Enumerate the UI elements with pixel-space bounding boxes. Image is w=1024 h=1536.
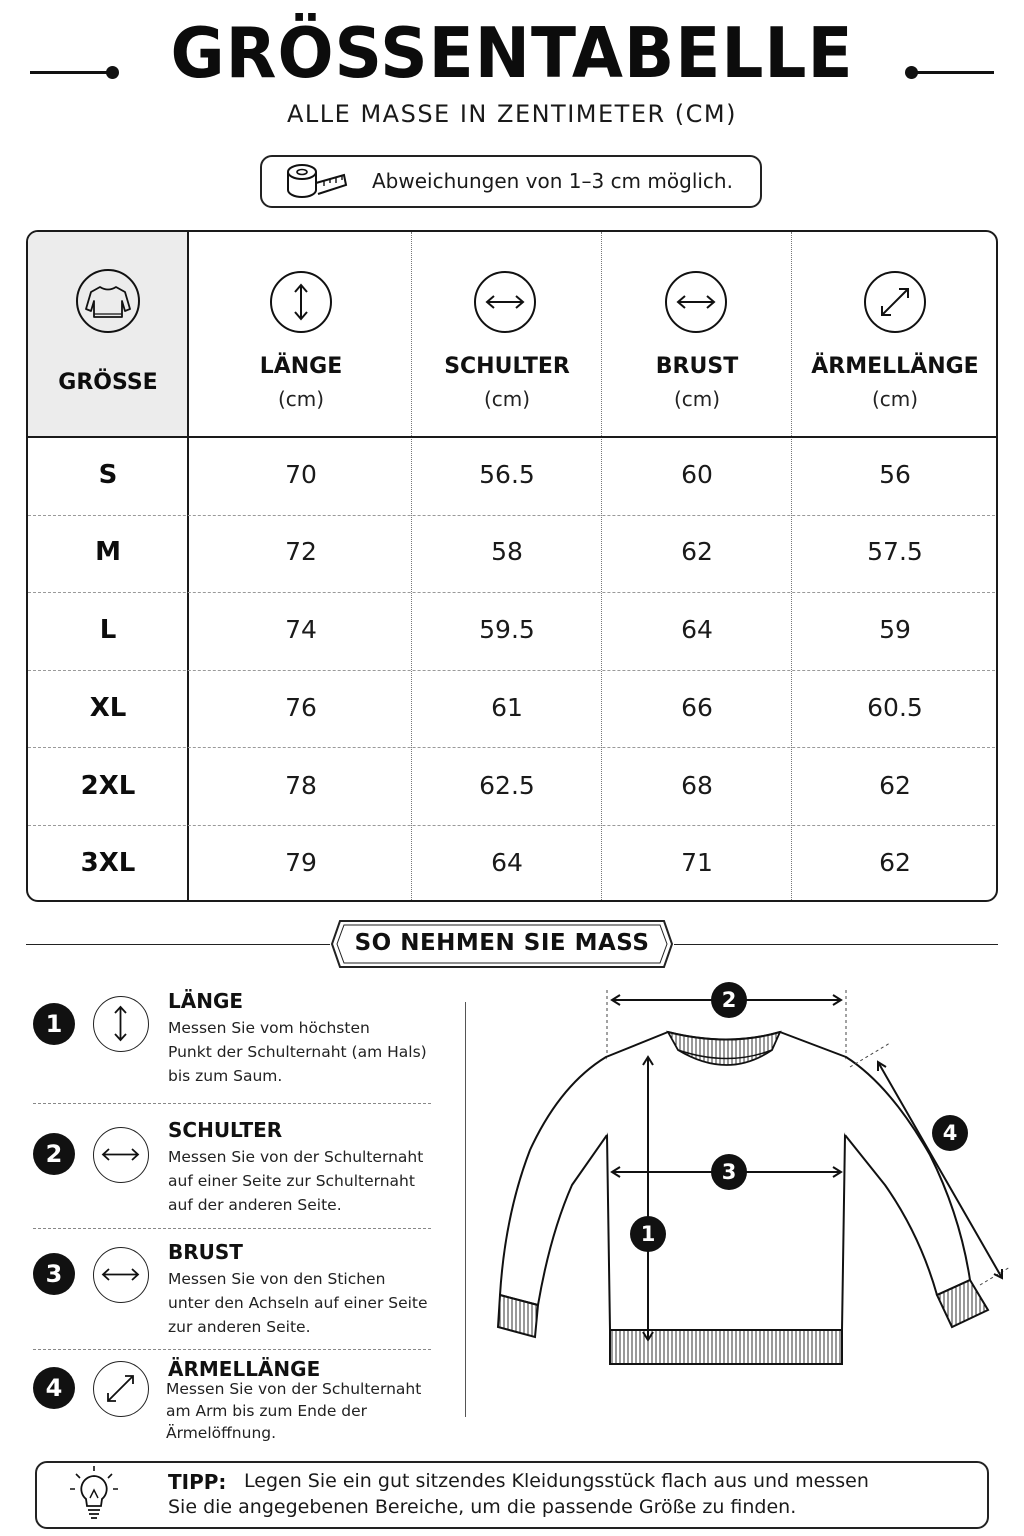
section-rule-right: [674, 944, 998, 945]
title-decoration-left: [30, 71, 110, 74]
column-divider: [411, 232, 412, 902]
column-unit-length: (cm): [277, 387, 325, 411]
table-cell: 62: [879, 848, 911, 877]
table-cell: 78: [285, 771, 317, 800]
table-cell: 59.5: [479, 615, 535, 644]
table-cell: 76: [285, 693, 317, 722]
row-divider: [28, 592, 998, 593]
diagram-label-sleeve: 4: [932, 1115, 968, 1151]
table-cell: 74: [285, 615, 317, 644]
column-unit-chest: (cm): [673, 387, 721, 411]
table-cell: 60: [681, 460, 713, 489]
size-l: L: [99, 615, 117, 645]
column-header-chest: BRUST: [655, 354, 739, 379]
size-s: S: [98, 460, 118, 490]
step-description: Messen Sie von der Schulternaht am Arm bis zum Ende der Ärmelöffnung.: [166, 1380, 422, 1442]
column-header-length: LÄNGE: [259, 354, 343, 379]
vertical-arrow-icon: [270, 271, 332, 333]
size-m: M: [95, 537, 121, 567]
diagonal-arrow-icon: [864, 271, 926, 333]
step-divider: [33, 1103, 431, 1104]
table-cell: 56: [879, 460, 911, 489]
tip-text: Sie die angegebenen Bereiche, um die passende Größe zu finden.: [168, 1496, 797, 1518]
diagram-label-chest: 3: [711, 1154, 747, 1190]
section-rule-left: [26, 944, 330, 945]
title-decoration-right: [914, 71, 994, 74]
diagram-label-shoulder: 2: [711, 982, 747, 1018]
step-title: LÄNGE: [168, 989, 244, 1013]
tip-text: Legen Sie ein gut sitzendes Kleidungsstück flach aus und messen: [244, 1470, 869, 1492]
horizontal-arrow-icon: [93, 1247, 149, 1303]
step-title: BRUST: [168, 1240, 243, 1264]
table-cell: 58: [491, 537, 523, 566]
table-cell: 64: [681, 615, 713, 644]
column-divider: [601, 232, 602, 902]
measuring-tape-icon: [284, 161, 350, 203]
table-cell: 60.5: [867, 693, 923, 722]
table-cell: 61: [491, 693, 523, 722]
table-cell: 79: [285, 848, 317, 877]
table-cell: 68: [681, 771, 713, 800]
table-cell: 72: [285, 537, 317, 566]
size-3xl: 3XL: [80, 848, 136, 878]
table-cell: 70: [285, 460, 317, 489]
horizontal-arrow-icon: [93, 1127, 149, 1183]
row-divider: [28, 825, 998, 826]
page-subtitle: ALLE MASSE IN ZENTIMETER (CM): [287, 100, 737, 128]
size-header-cell: [28, 232, 188, 437]
title-decoration-dot-left: [106, 66, 119, 79]
step-number-badge: 3: [33, 1253, 75, 1295]
diagonal-arrow-icon: [93, 1361, 149, 1417]
title-decoration-dot-right: [905, 66, 918, 79]
page-title: GRÖSSENTABELLE: [170, 13, 854, 94]
step-number-badge: 1: [33, 1003, 75, 1045]
horizontal-arrow-icon: [665, 271, 727, 333]
table-cell: 57.5: [867, 537, 923, 566]
row-divider: [28, 670, 998, 671]
step-number-badge: 4: [33, 1367, 75, 1409]
horizontal-arrow-icon: [474, 271, 536, 333]
table-cell: 62.5: [479, 771, 535, 800]
step-title: ÄRMELLÄNGE: [168, 1357, 321, 1381]
column-header-shoulder: SCHULTER: [444, 354, 570, 379]
size-column-divider: [187, 232, 189, 902]
column-header-sleeve: ÄRMELLÄNGE: [811, 354, 979, 379]
table-cell: 64: [491, 848, 523, 877]
step-description: Messen Sie vom höchsten Punkt der Schulternaht (am Hals) bis zum Saum.: [168, 1019, 427, 1085]
size-column-header: GRÖSSE: [58, 370, 158, 395]
table-cell: 59: [879, 615, 911, 644]
table-cell: 66: [681, 693, 713, 722]
column-separator: [465, 1002, 466, 1417]
column-divider: [791, 232, 792, 902]
tip-label: TIPP:: [168, 1470, 227, 1494]
table-cell: 56.5: [479, 460, 535, 489]
tolerance-note-text: Abweichungen von 1–3 cm möglich.: [372, 169, 733, 193]
row-divider: [28, 515, 998, 516]
step-description: Messen Sie von der Schulternaht auf einer Seite zur Schulternaht auf der anderen Seite.: [168, 1148, 424, 1214]
column-unit-shoulder: (cm): [483, 387, 531, 411]
step-number-badge: 2: [33, 1133, 75, 1175]
table-cell: 62: [681, 537, 713, 566]
table-cell: 71: [681, 848, 713, 877]
diagram-label-length: 1: [630, 1216, 666, 1252]
step-description: Messen Sie von den Stichen unter den Achseln auf einer Seite zur anderen Seite.: [168, 1270, 428, 1336]
sweater-icon: [76, 269, 140, 333]
header-divider: [28, 436, 998, 438]
table-cell: 62: [879, 771, 911, 800]
step-divider: [33, 1228, 431, 1229]
step-title: SCHULTER: [168, 1118, 283, 1142]
sweater-measurement-diagram: [490, 985, 1020, 1395]
vertical-arrow-icon: [93, 996, 149, 1052]
size-table: [26, 230, 998, 902]
row-divider: [28, 747, 998, 748]
size-2xl: 2XL: [80, 771, 136, 801]
lightbulb-icon: [68, 1464, 120, 1524]
column-unit-sleeve: (cm): [871, 387, 919, 411]
section-title: SO NEHMEN SIE MASS: [354, 930, 650, 956]
size-xl: XL: [89, 693, 127, 723]
step-divider: [33, 1349, 431, 1350]
